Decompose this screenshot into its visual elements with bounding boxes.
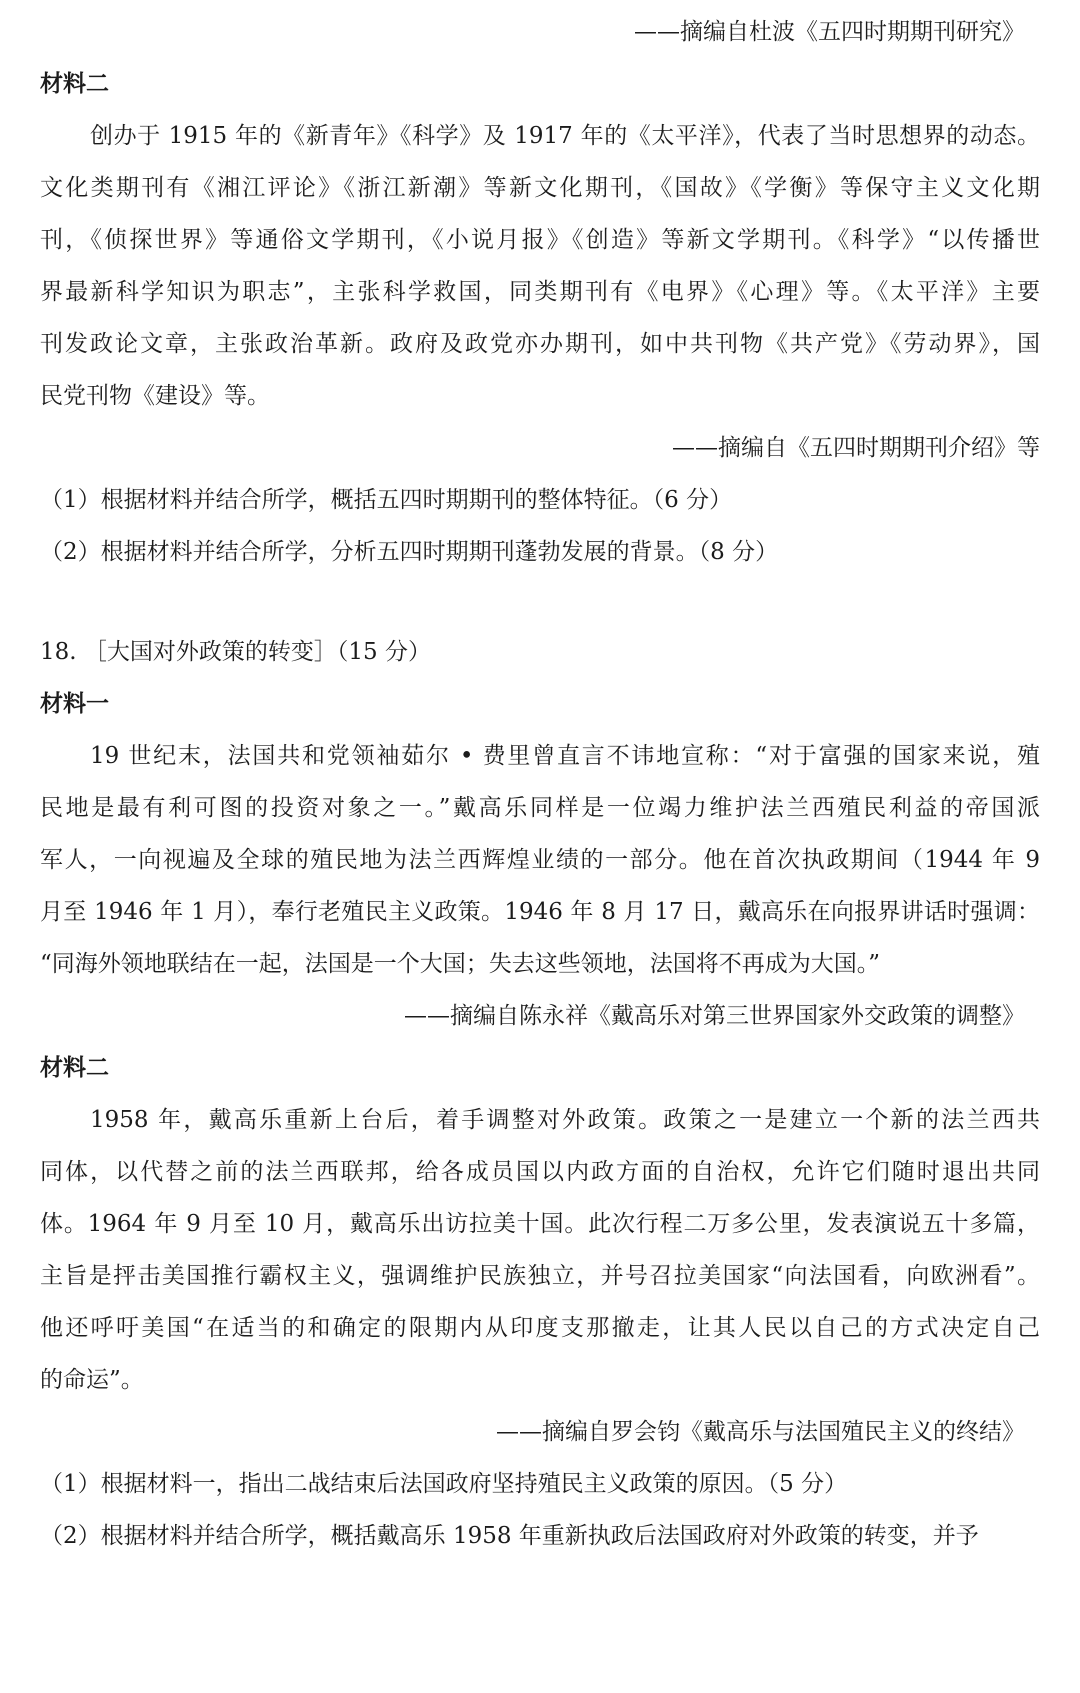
paragraph-line: 民党刊物《建设》等。 (40, 383, 270, 409)
paragraph-line: 刊，《侦探世界》等通俗文学期刊，《小说月报》《创造》等新文学期刊。《科学》“以传播世 (40, 227, 1040, 253)
material-heading: 材料二 (40, 1055, 109, 1081)
paragraph-line: 主旨是抨击美国推行霸权主义，强调维护民族独立，并号召拉美国家“向法国看，向欧洲看”。 (40, 1263, 1040, 1289)
material-heading: 材料一 (40, 691, 109, 717)
paragraph-line: 文化类期刊有《湘江评论》《浙江新潮》等新文化期刊，《国故》《学衡》等保守主义文化期 (40, 175, 1040, 201)
paragraph-line: 刊发政论文章，主张政治革新。政府及政党亦办期刊，如中共刊物《共产党》《劳动界》，国 (40, 331, 1040, 357)
paragraph-line: 19 世纪末，法国共和党领袖茹尔 • 费里曾直言不讳地宣称：“对于富强的国家来说，殖 (90, 743, 1040, 769)
paragraph-line: 体。1964 年 9 月至 10 月，戴高乐出访拉美十国。此次行程二万多公里，发表演说五十多篇， (40, 1211, 1040, 1237)
source-citation: ——摘编自杜波《五四时期期刊研究》 (634, 19, 1025, 45)
question-item: （2）根据材料并结合所学，分析五四时期期刊蓬勃发展的背景。（8 分） (40, 539, 779, 565)
paragraph-line: 他还呼吁美国“在适当的和确定的限期内从印度支那撤走，让其人民以自己的方式决定自己 (40, 1315, 1040, 1341)
question-item: （1）根据材料一，指出二战结束后法国政府坚持殖民主义政策的原因。（5 分） (40, 1471, 848, 1497)
material-heading: 材料二 (40, 71, 109, 97)
paragraph-line: 1958 年，戴高乐重新上台后，着手调整对外政策。政策之一是建立一个新的法兰西共 (90, 1107, 1040, 1133)
paragraph-line: 创办于 1915 年的《新青年》《科学》及 1917 年的《太平洋》，代表了当时思想界的动态。 (90, 123, 1040, 149)
paragraph-line: 同体，以代替之前的法兰西联邦，给各成员国以内政方面的自治权，允许它们随时退出共同 (40, 1159, 1040, 1185)
question-item: （1）根据材料并结合所学，概括五四时期期刊的整体特征。（6 分） (40, 487, 733, 513)
source-citation: ——摘编自《五四时期期刊介绍》等 (672, 435, 1040, 461)
paragraph-line: 军人，一向视遍及全球的殖民地为法兰西辉煌业绩的一部分。他在首次执政期间（1944 年 9 (40, 847, 1040, 873)
paragraph-line: 的命运”。 (40, 1367, 144, 1393)
question-item: （2）根据材料并结合所学，概括戴高乐 1958 年重新执政后法国政府对外政策的转变，并予 (40, 1523, 979, 1549)
paragraph-line: 民地是最有利可图的投资对象之一。”戴高乐同样是一位竭力维护法兰西殖民利益的帝国派 (40, 795, 1040, 821)
paragraph-line: 月至 1946 年 1 月），奉行老殖民主义政策。1946 年 8 月 17 日，戴高乐在向报界讲话时强调： (40, 899, 1040, 925)
source-citation: ——摘编自罗会钧《戴高乐与法国殖民主义的终结》 (496, 1419, 1025, 1445)
question-title: 18. ［大国对外政策的转变］（15 分） (40, 639, 431, 665)
source-citation: ——摘编自陈永祥《戴高乐对第三世界国家外交政策的调整》 (404, 1003, 1025, 1029)
paragraph-line: 界最新科学知识为职志”，主张科学救国，同类期刊有《电界》《心理》等。《太平洋》主要 (40, 279, 1040, 305)
paragraph-line: “同海外领地联结在一起，法国是一个大国；失去这些领地，法国将不再成为大国。” (40, 951, 881, 977)
